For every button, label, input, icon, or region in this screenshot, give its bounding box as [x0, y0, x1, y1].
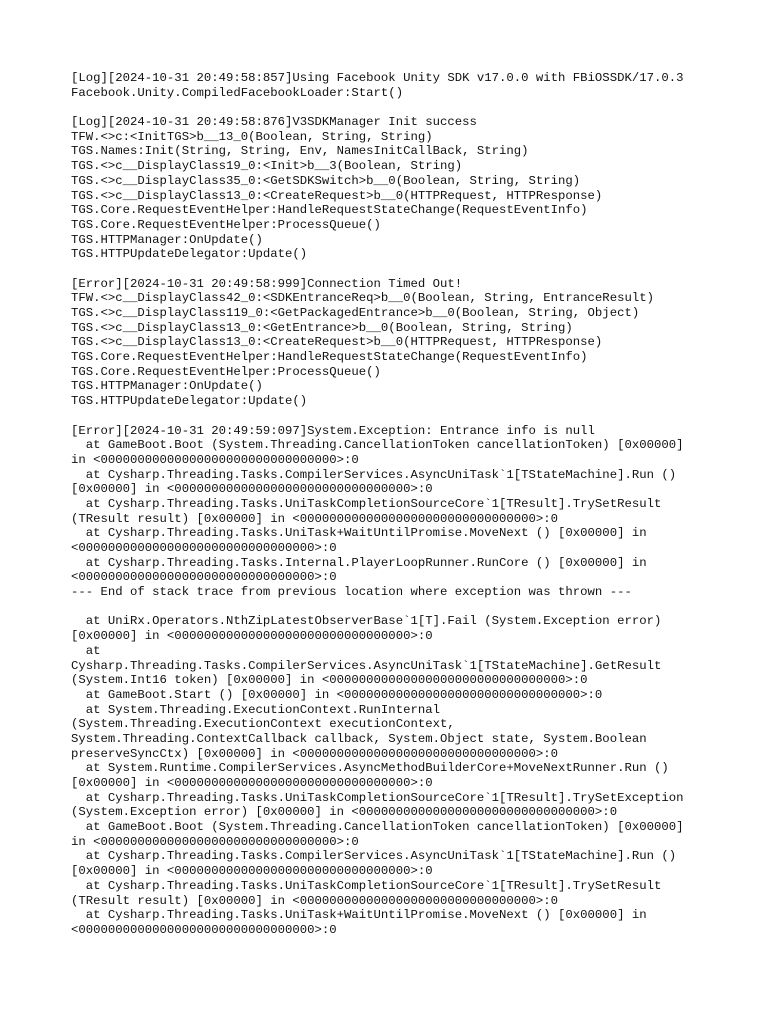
log-line: TFW.<>c__DisplayClass42_0:<SDKEntranceReq>b__0(Boolean, String, EntranceResult)	[71, 291, 654, 306]
log-line: at GameBoot.Start () [0x00000] in <00000000000000000000000000000000>:0	[71, 687, 603, 702]
log-line: at Cysharp.Threading.Tasks.UniTaskCompletionSourceCore`1[TResult].TrySetException	[71, 790, 684, 805]
blank-line	[71, 100, 761, 115]
log-line: [0x00000] in <00000000000000000000000000000000>:0	[71, 864, 433, 879]
log-line: (System.Int16 token) [0x00000] in <00000000000000000000000000000000>:0	[71, 673, 588, 688]
log-line: at UniRx.Operators.NthZipLatestObserverBase`1[T].Fail (System.Exception error)	[71, 614, 662, 629]
log-line: at Cysharp.Threading.Tasks.UniTask+WaitUntilPromise.MoveNext () [0x00000] in	[71, 908, 647, 923]
log-line: at Cysharp.Threading.Tasks.UniTask+WaitUntilPromise.MoveNext () [0x00000] in	[71, 526, 647, 541]
log-line: at System.Runtime.CompilerServices.AsyncMethodBuilderCore+MoveNextRunner.Run ()	[71, 761, 669, 776]
log-line: (TResult result) [0x00000] in <00000000000000000000000000000000>:0	[71, 893, 559, 908]
log-line: TGS.HTTPManager:OnUpdate()	[71, 232, 263, 247]
log-line: TGS.<>c__DisplayClass35_0:<GetSDKSwitch>b__0(Boolean, String, String)	[71, 173, 581, 188]
log-line: [Error][2024-10-31 20:49:58:999]Connection Timed Out!	[71, 276, 463, 291]
log-line: [Error][2024-10-31 20:49:59:097]System.Exception: Entrance info is null	[71, 423, 595, 438]
log-line: at GameBoot.Boot (System.Threading.CancellationToken cancellationToken) [0x00000]	[71, 820, 684, 835]
log-line: at Cysharp.Threading.Tasks.UniTaskCompletionSourceCore`1[TResult].TrySetResult	[71, 496, 662, 511]
log-line: [Log][2024-10-31 20:49:58:857]Using Facebook Unity SDK v17.0.0 with FBiOSSDK/17.0.3	[71, 71, 684, 85]
log-line: TGS.HTTPUpdateDelegator:Update()	[71, 247, 308, 262]
log-line: preserveSyncCtx) [0x00000] in <00000000000000000000000000000000>:0	[71, 746, 559, 761]
log-line: --- End of stack trace from previous location where exception was thrown ---	[71, 585, 632, 600]
log-line: [0x00000] in <00000000000000000000000000000000>:0	[71, 482, 433, 497]
log-line: Cysharp.Threading.Tasks.CompilerServices.AsyncUniTask`1[TStateMachine].GetResult	[71, 658, 662, 673]
log-line: at System.Threading.ExecutionContext.RunInternal	[71, 702, 440, 717]
log-line: (System.Threading.ExecutionContext executionContext,	[71, 717, 455, 732]
blank-line	[71, 600, 761, 615]
blank-line	[71, 262, 761, 277]
log-line: TGS.Names:Init(String, String, Env, NamesInitCallBack, String)	[71, 144, 529, 159]
log-line: at Cysharp.Threading.Tasks.CompilerServices.AsyncUniTask`1[TStateMachine].Run ()	[71, 467, 677, 482]
log-line: TGS.<>c__DisplayClass13_0:<CreateRequest>b__0(HTTPRequest, HTTPResponse)	[71, 335, 603, 350]
log-line: [0x00000] in <00000000000000000000000000000000>:0	[71, 629, 433, 644]
log-line: at Cysharp.Threading.Tasks.CompilerServices.AsyncUniTask`1[TStateMachine].Run ()	[71, 849, 677, 864]
log-line: <00000000000000000000000000000000>:0	[71, 541, 337, 555]
log-line: (System.Exception error) [0x00000] in <00000000000000000000000000000000>:0	[71, 805, 618, 820]
log-line: TGS.<>c__DisplayClass119_0:<GetPackagedEntrance>b__0(Boolean, String, Object)	[71, 306, 640, 320]
log-line: TGS.<>c__DisplayClass13_0:<CreateRequest>b__0(HTTPRequest, HTTPResponse)	[71, 188, 603, 203]
log-line: TGS.<>c__DisplayClass13_0:<GetEntrance>b__0(Boolean, String, String)	[71, 320, 573, 335]
blank-line	[71, 409, 761, 424]
log-line: in <00000000000000000000000000000000>:0	[71, 452, 359, 467]
log-line: <00000000000000000000000000000000>:0	[71, 922, 337, 937]
log-line: in <00000000000000000000000000000000>:0	[71, 834, 359, 849]
log-line: <00000000000000000000000000000000>:0	[71, 570, 337, 585]
log-line: TGS.Core.RequestEventHelper:HandleRequestStateChange(RequestEventInfo)	[71, 350, 588, 365]
log-document	[71, 71, 761, 938]
log-line: at Cysharp.Threading.Tasks.Internal.PlayerLoopRunner.RunCore () [0x00000] in	[71, 555, 647, 570]
log-line: (TResult result) [0x00000] in <00000000000000000000000000000000>:0	[71, 511, 559, 526]
log-line: TGS.Core.RequestEventHelper:ProcessQueue()	[71, 217, 381, 232]
log-line: at	[71, 643, 101, 658]
log-line: Facebook.Unity.CompiledFacebookLoader:Start()	[71, 85, 404, 100]
log-line: TGS.HTTPUpdateDelegator:Update()	[71, 394, 308, 409]
log-line: TGS.Core.RequestEventHelper:ProcessQueue()	[71, 364, 381, 379]
log-line: TGS.Core.RequestEventHelper:HandleRequestStateChange(RequestEventInfo)	[71, 203, 588, 218]
log-line: [0x00000] in <00000000000000000000000000000000>:0	[71, 776, 433, 790]
log-line: [Log][2024-10-31 20:49:58:876]V3SDKManager Init success	[71, 115, 477, 130]
log-line: TGS.HTTPManager:OnUpdate()	[71, 379, 263, 394]
log-line: at GameBoot.Boot (System.Threading.CancellationToken cancellationToken) [0x00000]	[71, 438, 684, 453]
log-line: at Cysharp.Threading.Tasks.UniTaskCompletionSourceCore`1[TResult].TrySetResult	[71, 878, 662, 893]
log-line: TGS.<>c__DisplayClass19_0:<Init>b__3(Boolean, String)	[71, 159, 463, 174]
log-line: TFW.<>c:<InitTGS>b__13_0(Boolean, String, String)	[71, 129, 433, 144]
log-line: System.Threading.ContextCallback callback, System.Object state, System.Boolean	[71, 731, 647, 746]
